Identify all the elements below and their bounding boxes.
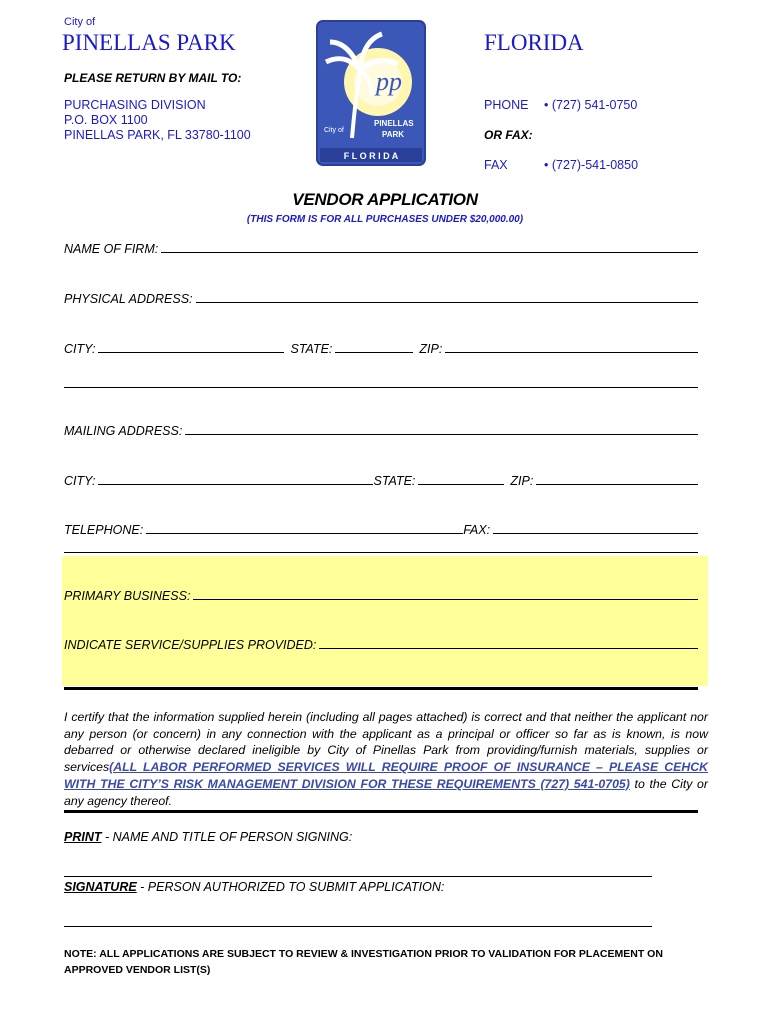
primary-business-field[interactable] xyxy=(64,589,698,603)
print-rest: - NAME AND TITLE OF PERSON SIGNING: xyxy=(101,830,353,844)
city-of-label: City of xyxy=(64,16,96,28)
services-field[interactable] xyxy=(64,638,698,652)
telephone-line[interactable] xyxy=(146,532,463,534)
telephone-label: TELEPHONE: xyxy=(64,523,144,537)
phone-label: PHONE xyxy=(484,98,529,112)
phone-contact xyxy=(484,98,638,112)
physical-address-line[interactable] xyxy=(196,301,698,303)
print-name-label xyxy=(64,830,352,844)
physical-address-field[interactable] xyxy=(64,292,698,306)
city-state-zip-row xyxy=(64,342,698,356)
name-of-firm-field[interactable] xyxy=(64,242,698,256)
physical-address-label: PHYSICAL ADDRESS: xyxy=(64,292,193,306)
print-name-line[interactable] xyxy=(64,876,652,877)
zip-label-2: ZIP: xyxy=(510,474,534,488)
zip-line[interactable] xyxy=(445,351,698,353)
address-line: PINELLAS PARK, FL 33780-1100 xyxy=(64,128,251,142)
address-divider xyxy=(64,387,698,388)
address-line: PURCHASING DIVISION xyxy=(64,98,206,112)
mailing-address-field[interactable] xyxy=(64,424,698,438)
state-line[interactable] xyxy=(335,351,413,353)
signature-line[interactable] xyxy=(64,926,652,927)
state-label: STATE: xyxy=(290,342,333,356)
signature-label xyxy=(64,880,444,894)
state-name: FLORIDA xyxy=(484,30,584,55)
form-title: VENDOR APPLICATION xyxy=(292,190,478,209)
services-line[interactable] xyxy=(319,647,698,649)
phone-value: • (727) 541-0750 xyxy=(544,98,638,112)
zip-line-2[interactable] xyxy=(536,483,698,485)
section-divider-bottom xyxy=(64,810,698,813)
state-label-2: STATE: xyxy=(373,474,416,488)
form-subtitle: (THIS FORM IS FOR ALL PURCHASES UNDER $20,000.00) xyxy=(246,214,524,225)
fax-value: • (727)-541-0850 xyxy=(544,158,639,172)
city-line[interactable] xyxy=(98,351,284,353)
review-note: NOTE: ALL APPLICATIONS ARE SUBJECT TO REVIEW & INVESTIGATION PRIOR TO VALIDATION FOR PLACEMENT ON APPROVED VENDOR LIST(S) xyxy=(64,948,663,976)
signature-bold: SIGNATURE xyxy=(64,880,137,894)
business-highlight-box xyxy=(62,556,708,686)
logo-state: F L O R I D A xyxy=(343,151,399,161)
mailing-address-label: MAILING ADDRESS: xyxy=(64,424,183,438)
contact-divider xyxy=(64,552,698,553)
name-of-firm-line[interactable] xyxy=(161,251,698,253)
fax-contact xyxy=(484,158,639,172)
address-line: P.O. BOX 1100 xyxy=(64,113,148,127)
or-fax-label: OR FAX: xyxy=(484,128,533,142)
fax-field-label: FAX: xyxy=(463,523,491,537)
section-divider-top xyxy=(64,687,698,690)
logo-city-of: City of xyxy=(324,127,344,134)
logo-monogram: pp xyxy=(376,67,402,96)
zip-label: ZIP: xyxy=(419,342,443,356)
print-bold: PRINT xyxy=(64,830,102,844)
name-of-firm-label: NAME OF FIRM: xyxy=(64,242,159,256)
telephone-fax-row xyxy=(64,523,698,537)
city-seal-logo xyxy=(316,20,426,166)
city-name: PINELLAS PARK xyxy=(62,30,236,55)
certification-body: I certify that the information supplied herein (including all pages attached) is correct and that neither the applicant nor any person (or concern) in any connection with the applicant as a principal or officer so far as is known, is now debarred or otherwise declared ineligible by City of Pinellas Park from providing/furnish materials, supplies or services xyxy=(64,710,708,775)
city-label-2: CITY: xyxy=(64,474,96,488)
fax-line[interactable] xyxy=(493,532,698,534)
state-line-2[interactable] xyxy=(418,483,504,485)
fax-label: FAX xyxy=(484,158,508,172)
primary-business-label: PRIMARY BUSINESS: xyxy=(64,589,191,603)
mailing-address-block xyxy=(64,98,251,143)
insurance-requirement: (ALL LABOR PERFORMED SERVICES WILL REQUIRE PROOF OF INSURANCE – PLEASE CEHCK WITH THE CITY’S RISK MANAGEMENT DIVISION FOR THESE REQUIREMENTS (727) 541-0705) xyxy=(64,760,708,791)
mailing-address-line[interactable] xyxy=(185,433,698,435)
return-mail-label: PLEASE RETURN BY MAIL TO: xyxy=(64,71,242,85)
primary-business-line[interactable] xyxy=(193,598,698,600)
logo-name-line2: PARK xyxy=(382,130,405,139)
services-label: INDICATE SERVICE/SUPPLIES PROVIDED: xyxy=(64,638,317,652)
certification-text xyxy=(64,709,708,809)
city-label: CITY: xyxy=(64,342,96,356)
signature-rest: - PERSON AUTHORIZED TO SUBMIT APPLICATION: xyxy=(136,880,445,894)
city-state-zip-row-2 xyxy=(64,474,698,488)
certification-ending: to the City or any agency thereof. xyxy=(64,776,708,808)
logo-name-line1: PINELLAS xyxy=(374,119,414,128)
city-line-2[interactable] xyxy=(98,483,373,485)
